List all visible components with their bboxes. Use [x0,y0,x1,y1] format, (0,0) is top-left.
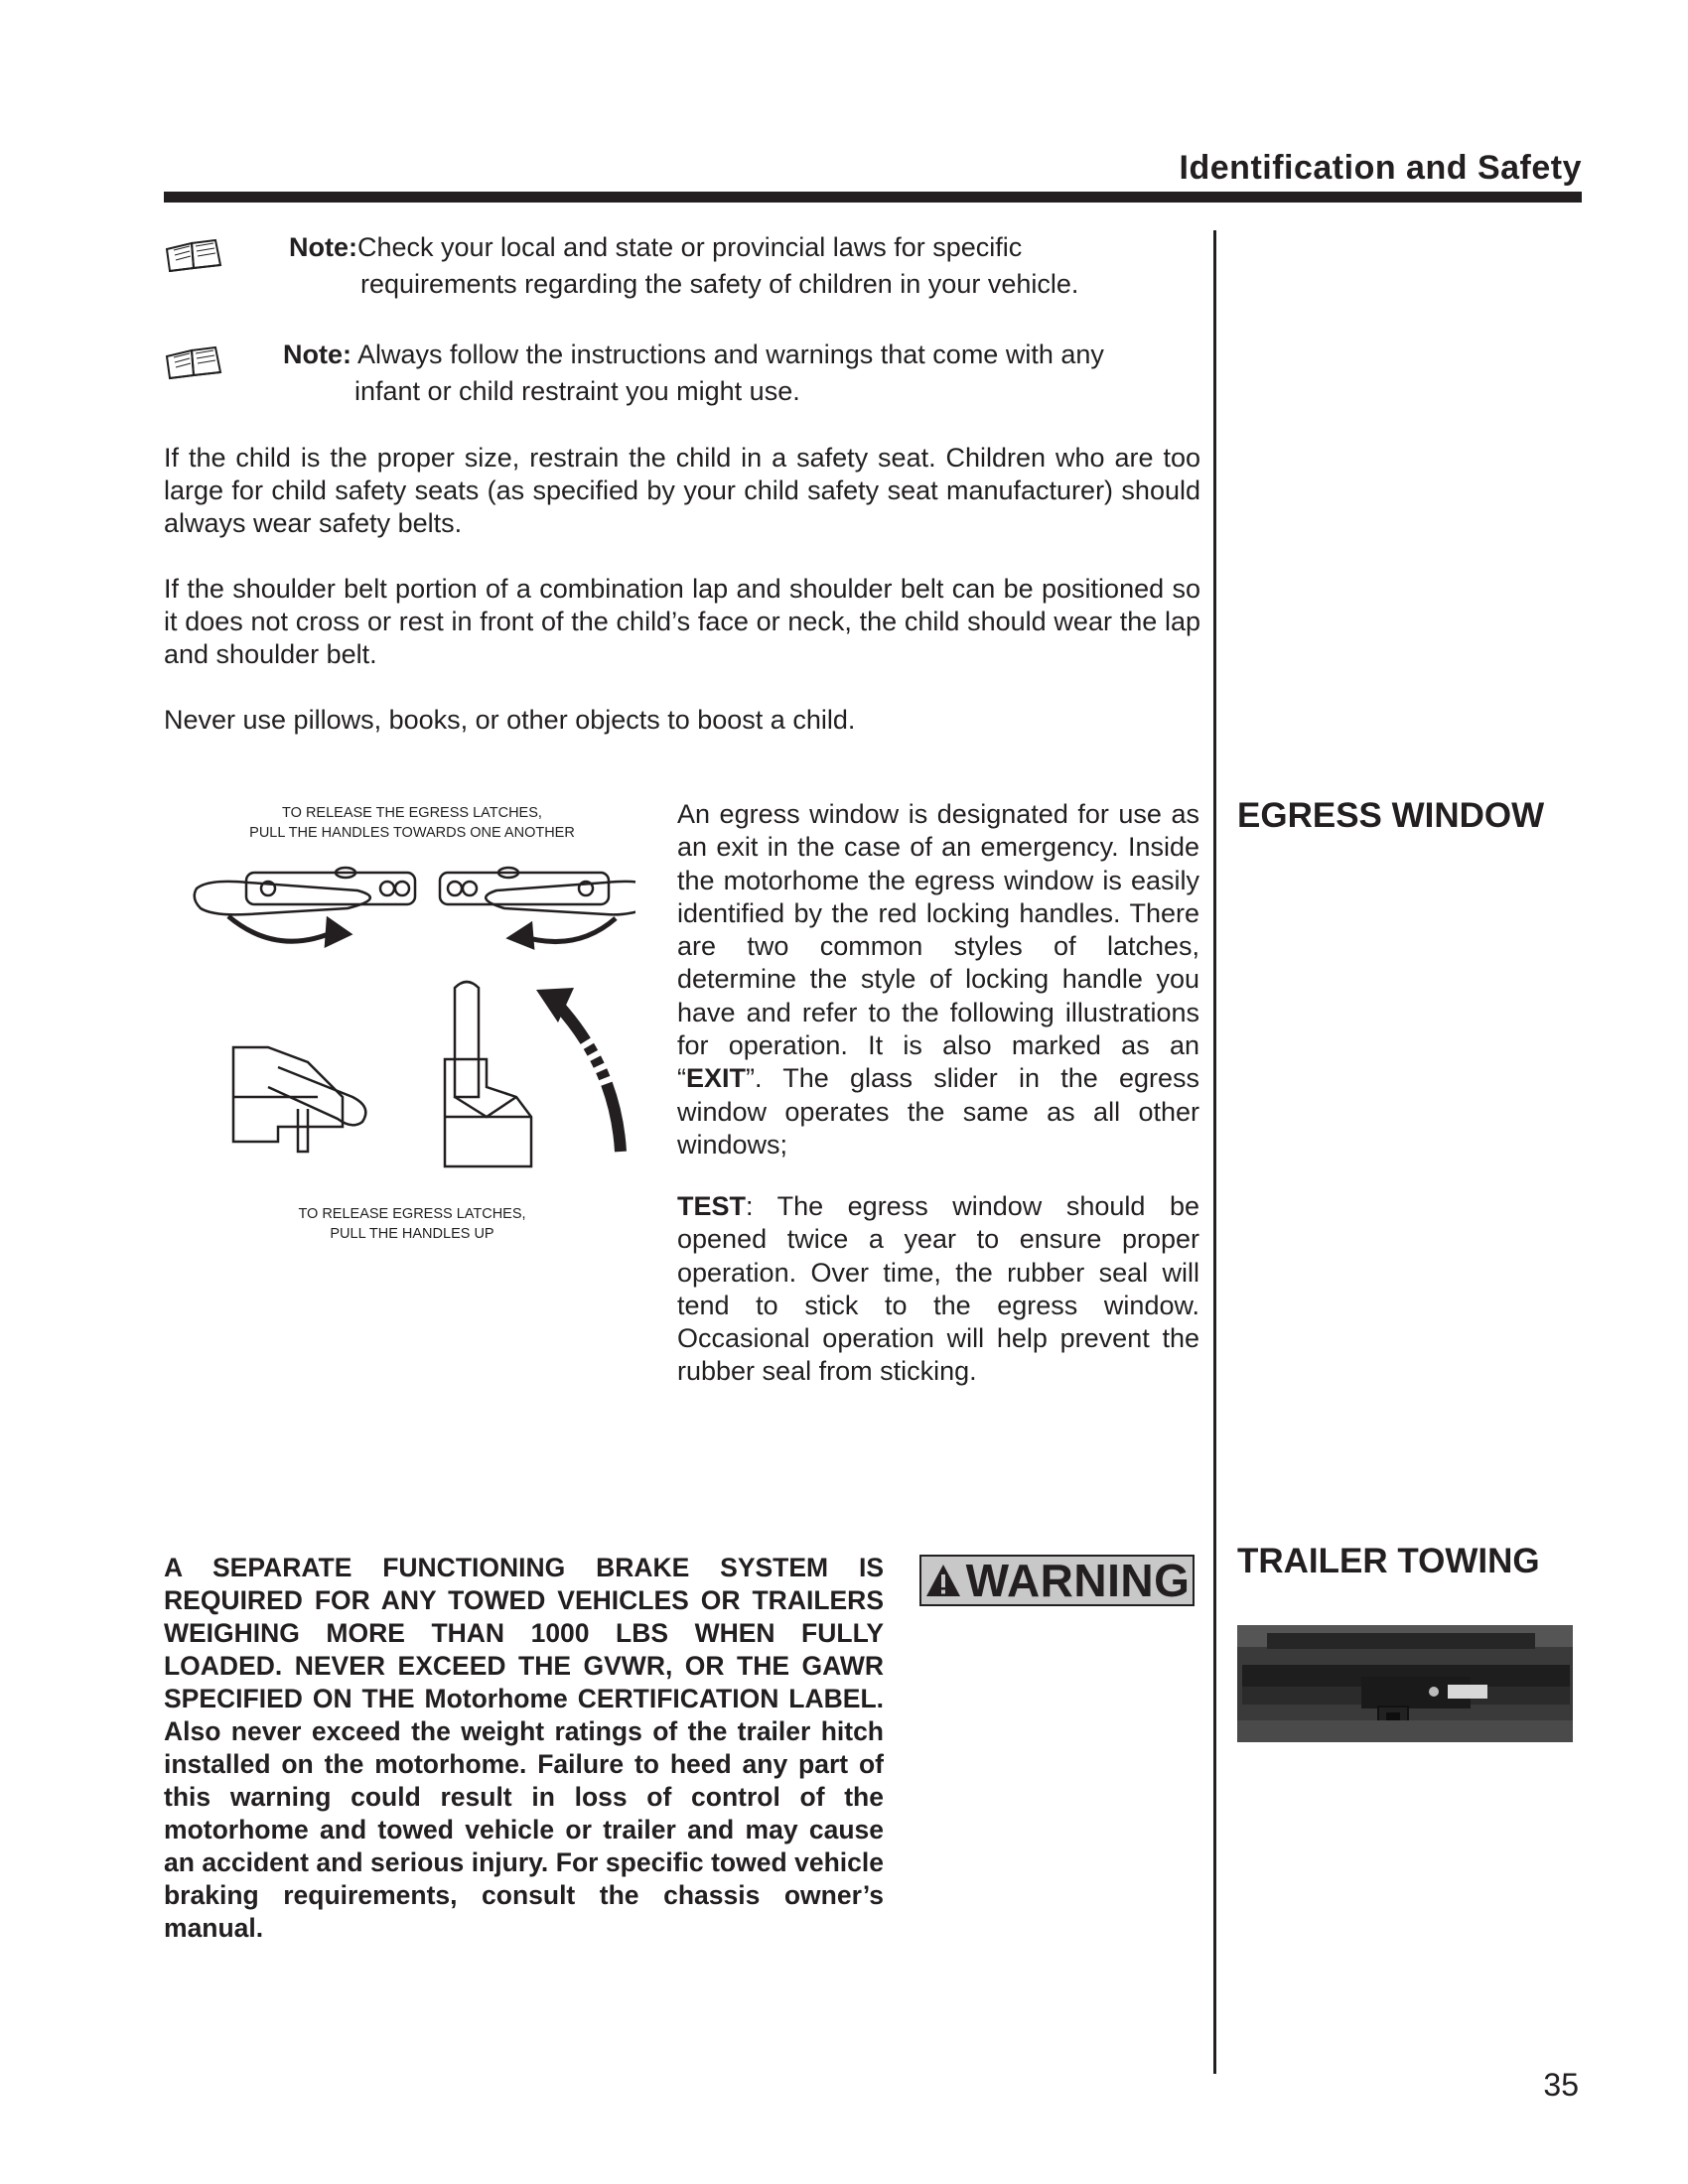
trailer-hitch-photo [1237,1625,1573,1742]
pull-up-arrow [536,988,621,1152]
warning-badge [919,1555,1195,1606]
note-text-line1: Check your local and state or provincial laws for specific [357,232,1023,262]
egress-body-before: An egress window is designated for use as an exit in the case of an emergency. Inside the motorhome the egress window is easily identified by the red locking handles. There are two common styles of latches, determine the style of locking handle you have and refer to the following illustrations for operation. It is also marked as an “ [677,799,1199,1094]
warning-triangle-icon [924,1563,962,1598]
egress-latch-diagram [189,799,635,1246]
note-1 [289,229,1183,303]
open-book-icon [164,235,223,275]
warning-badge-label: WARNING [965,1555,1191,1606]
column-divider [1213,230,1216,2074]
trailer-towing-heading: TRAILER TOWING [1237,1542,1540,1580]
lower-left-latch-drawing [233,1047,365,1152]
egress-test-paragraph [677,1190,1199,1389]
note-label: Note: [289,232,357,262]
open-book-icon [164,342,223,382]
page-number: 35 [1543,2067,1579,2103]
section-title: Identification and Safety [1179,149,1582,187]
paragraph-child-size: If the child is the proper size, restrain the child in a safety seat. Children who are too large for child safety seats (as specified by your child safety seat manufacturer) should always wear safety belts. [164,443,1200,538]
egress-test-body: : The egress window should be opened twice a year to ensure proper operation. Over time, the rubber seal will tend to stick to the egress window. Occasional operation will help prevent the rubber seal from sticking. [677,1191,1199,1387]
egress-test-label: TEST [677,1191,747,1221]
warning-text: A SEPARATE FUNCTIONING BRAKE SYSTEM IS REQUIRED FOR ANY TOWED VEHICLES OR TRAILERS WEIGHING MORE THAN 1000 LBS WHEN FULLY LOADED. NEVER EXCEED THE GVWR, OR THE GAWR SPECIFIED ON THE Motorhome CERTIFICATION LABEL. Also never exceed the weight ratings of the trailer hitch installed on the motorhome. Failure to heed any part of this warning could result in loss of control of the motorhome and towed vehicle or trailer and may cause an accident and serious injury. For specific towed vehicle braking requirements, consult the chassis owner’s manual. [164,1553,884,1943]
note-2 [283,337,1196,410]
header-rule [164,192,1582,203]
lower-right-latch-drawing [445,982,531,1166]
left-latch-drawing [195,868,415,946]
note-text-line2: requirements regarding the safety of children in your vehicle. [360,269,1079,299]
diagram-caption-top-2: PULL THE HANDLES TOWARDS ONE ANOTHER [249,825,575,841]
diagram-caption-top-1: TO RELEASE THE EGRESS LATCHES, [282,805,542,821]
egress-description [677,798,1199,1161]
egress-body-after: ”. The glass slider in the egress window operates the same as all other windows; [677,1063,1199,1160]
note-text-line2: infant or child restraint you might use. [354,376,800,406]
paragraph-shoulder-belt: If the shoulder belt portion of a combination lap and shoulder belt can be positioned so it does not cross or rest in front of the child’s face or neck, the child should wear the lap and shoulder belt. [164,574,1200,669]
paragraph-boost: Never use pillows, books, or other objects to boost a child. [164,705,856,735]
diagram-caption-bottom-1: TO RELEASE EGRESS LATCHES, [298,1206,526,1222]
note-text-line1: Always follow the instructions and warnings that come with any [352,340,1104,369]
egress-window-heading: EGRESS WINDOW [1237,796,1545,835]
right-latch-drawing [440,868,635,948]
egress-exit-word: EXIT [686,1063,747,1094]
diagram-caption-bottom-2: PULL THE HANDLES UP [330,1226,494,1242]
note-label: Note: [283,340,352,369]
